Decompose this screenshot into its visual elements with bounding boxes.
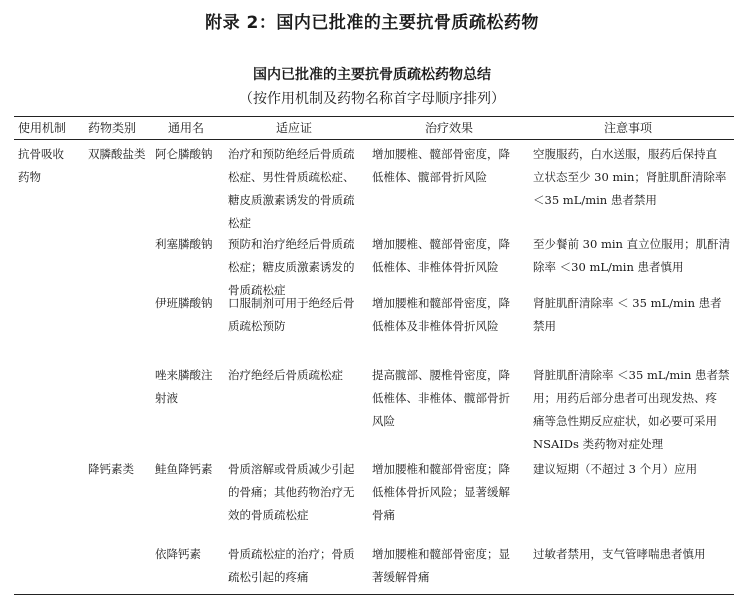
effect-cell	[372, 233, 524, 279]
cell-line: 的骨痛；其他药物治疗无	[228, 485, 355, 499]
cell-line: 增加腰椎和髋部骨密度；降	[372, 462, 510, 476]
indication-cell	[228, 364, 368, 387]
indication-cell	[228, 458, 368, 527]
cell-line: 增加腰椎、髋部骨密度，降	[372, 237, 510, 251]
cell-line: 著缓解骨痛	[372, 570, 430, 584]
drug-name-cell	[155, 143, 223, 166]
cell-line: 低椎体及非椎体骨折风险	[372, 319, 499, 333]
header-generic-name: 通用名	[168, 121, 205, 135]
mechanism-line: 抗骨吸收	[18, 147, 64, 161]
cell-line: 低椎体骨折风险；显著缓解	[372, 485, 510, 499]
effect-cell	[372, 143, 524, 189]
cell-line: 过敏者禁用，支气管哮喘患者慎用	[533, 547, 706, 561]
notes-cell	[533, 364, 735, 456]
cell-line: 除率 ＜30 mL/min 患者慎用	[533, 260, 684, 274]
table-header-rule	[14, 139, 734, 140]
mechanism-line: 药物	[18, 170, 41, 184]
table-subtitle: （按作用机制及药物名称首字母顺序排列）	[239, 91, 505, 107]
cell-line: 伊班膦酸钠	[155, 296, 213, 310]
cell-line: 射液	[155, 391, 178, 405]
cell-line: 提高髋部、腰椎骨密度，降	[372, 368, 510, 382]
cell-line: 松症；糖皮质激素诱发的	[228, 260, 355, 274]
cell-line: 阿仑膦酸钠	[155, 147, 213, 161]
cell-line: 痛等急性期反应症状，如必要可采用	[533, 414, 717, 428]
category-cell-bisphosphonates: 双膦酸盐类	[88, 147, 146, 161]
header-effect: 治疗效果	[425, 121, 474, 135]
effect-cell	[372, 292, 524, 338]
cell-line: 肾脏肌酐清除率 ＜35 mL/min 患者禁	[533, 368, 730, 382]
notes-cell	[533, 143, 735, 212]
cell-line: 肾脏肌酐清除率 ＜ 35 mL/min 患者	[533, 296, 722, 310]
effect-cell	[372, 364, 524, 433]
cell-line: 松症、男性骨质疏松症、	[228, 170, 355, 184]
cell-line: 口服制剂可用于绝经后骨	[228, 296, 355, 310]
cell-line: 利塞膦酸钠	[155, 237, 213, 251]
cell-line: 疏松引起的疼痛	[228, 570, 309, 584]
cell-line: 用；用药后部分患者可出现发热、疼	[533, 391, 717, 405]
cell-line: NSAIDs 类药物对症处理	[533, 437, 664, 451]
cell-line: 风险	[372, 414, 395, 428]
cell-line: 鲑鱼降钙素	[155, 462, 213, 476]
effect-cell	[372, 543, 524, 589]
cell-line: 预防和治疗绝经后骨质疏	[228, 237, 355, 251]
appendix-title: 附录 2：国内已批准的主要抗骨质疏松药物	[205, 13, 539, 33]
notes-cell	[533, 458, 735, 481]
cell-line: 低椎体、非椎体、髋部骨折	[372, 391, 510, 405]
drug-name-cell	[155, 364, 223, 410]
notes-cell	[533, 292, 735, 338]
cell-line: 立状态至少 30 min；肾脏肌酐清除率	[533, 170, 727, 184]
cell-line: ＜35 mL/min 患者禁用	[533, 193, 657, 207]
header-category: 药物类别	[88, 121, 137, 135]
cell-line: 治疗绝经后骨质疏松症	[228, 368, 343, 382]
cell-line: 增加腰椎和髋部骨密度，降	[372, 296, 510, 310]
drug-name-cell	[155, 458, 223, 481]
cell-line: 骨质疏松症	[228, 283, 286, 297]
category-cell-calcitonins: 降钙素类	[88, 462, 134, 476]
indication-cell	[228, 143, 368, 235]
cell-line: 骨质溶解或骨质减少引起	[228, 462, 355, 476]
cell-line: 增加腰椎、髋部骨密度，降	[372, 147, 510, 161]
cell-line: 空腹服药，白水送服，服药后保持直	[533, 147, 717, 161]
cell-line: 低椎体、髋部骨折风险	[372, 170, 487, 184]
table-top-rule	[14, 116, 734, 117]
header-notes: 注意事项	[604, 121, 653, 135]
cell-line: 至少餐前 30 min 直立位服用；肌酐清	[533, 237, 731, 251]
notes-cell	[533, 233, 735, 279]
drug-name-cell	[155, 233, 223, 256]
cell-line: 效的骨质疏松症	[228, 508, 309, 522]
cell-line: 增加腰椎和髋部骨密度；显	[372, 547, 510, 561]
table-title: 国内已批准的主要抗骨质疏松药物总结	[253, 67, 491, 83]
effect-cell	[372, 458, 524, 527]
drug-name-cell	[155, 292, 223, 315]
indication-cell	[228, 292, 368, 338]
cell-line: 低椎体、非椎体骨折风险	[372, 260, 499, 274]
cell-line: 骨痛	[372, 508, 395, 522]
header-indication: 适应证	[276, 121, 313, 135]
drug-name-cell	[155, 543, 223, 566]
notes-cell	[533, 543, 735, 566]
cell-line: 松症	[228, 216, 251, 230]
cell-line: 治疗和预防绝经后骨质疏	[228, 147, 355, 161]
table-bottom-rule	[14, 594, 734, 595]
cell-line: 依降钙素	[155, 547, 201, 561]
cell-line: 骨质疏松症的治疗；骨质	[228, 547, 355, 561]
mechanism-cell	[18, 143, 82, 189]
cell-line: 唑来膦酸注	[155, 368, 213, 382]
indication-cell	[228, 543, 368, 589]
cell-line: 糖皮质激素诱发的骨质疏	[228, 193, 355, 207]
cell-line: 质疏松预防	[228, 319, 286, 333]
cell-line: 建议短期（不超过 3 个月）应用	[533, 462, 698, 476]
cell-line: 禁用	[533, 319, 556, 333]
header-mechanism: 使用机制	[18, 121, 67, 135]
